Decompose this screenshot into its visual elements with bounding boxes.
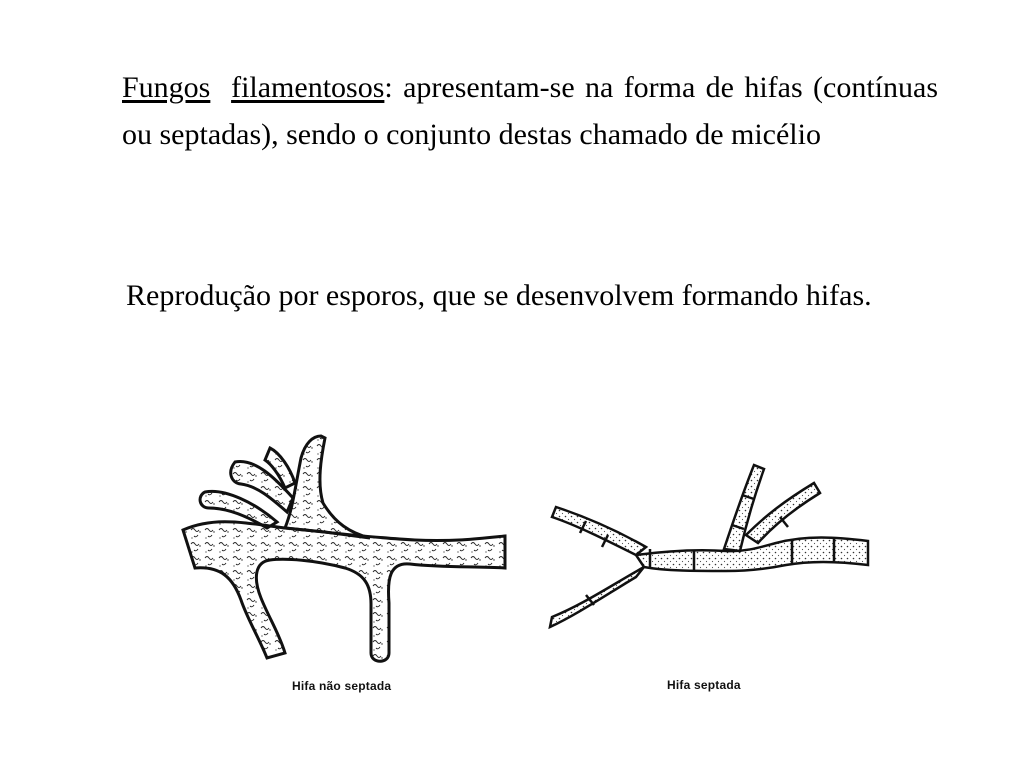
paragraph1-body: : apresentam-se na forma de hifas (contínuas ou septadas), sendo o conjunto destas chamado de micélio (122, 71, 938, 151)
caption-septate-hypha: Hifa septada (667, 678, 741, 692)
term-fungos: Fungos (122, 71, 211, 104)
term-filamentosos: filamentosos (231, 71, 385, 104)
caption-non-septate-hypha: Hifa não septada (292, 679, 392, 693)
paragraph-filamentous-fungi (122, 64, 938, 158)
paragraph-reproduction: Reprodução por esporos, que se desenvolvem formando hifas. (126, 279, 872, 312)
septate-hypha-illustration (546, 455, 876, 655)
non-septate-hypha-illustration (175, 428, 510, 668)
